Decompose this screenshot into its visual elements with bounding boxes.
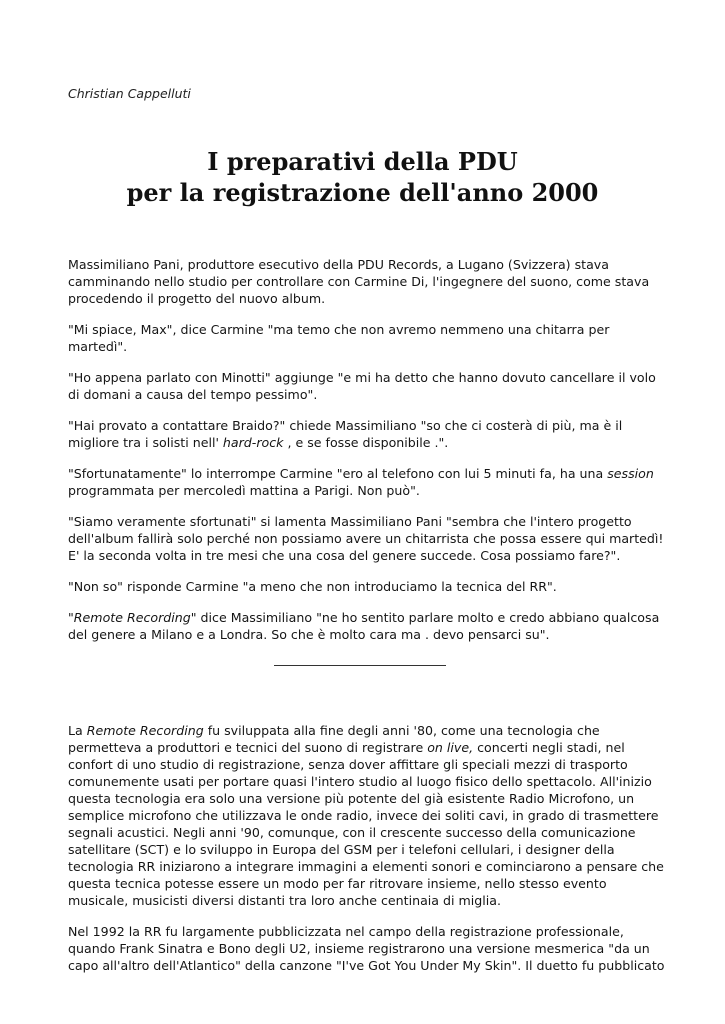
- text-run: dice Massimiliano "ne ho sentito parlare molto e credo abbiano qualcosa del genere a Milano e a Londra. So che è molto cara ma . devo pensarci su".: [68, 610, 660, 642]
- paragraph: Massimiliano Pani, produttore esecutivo della PDU Records, a Lugano (Svizzera) stava camminando nello studio per controllare con Carmine Di, l'ingegnere del suono, come stava procedendo il progetto del nuovo album.: [68, 257, 650, 306]
- paragraph: "Non so" risponde Carmine "a meno che non introduciamo la tecnica del RR".: [68, 579, 557, 594]
- italic-term: hard-rock: [222, 435, 284, 450]
- text-run: La: [68, 723, 87, 738]
- paragraph: "Ho appena parlato con Minotti" aggiunge "e mi ha detto che hanno dovuto cancellare il volo di domani a causa del tempo pessimo".: [68, 370, 656, 402]
- italic-term: Remote Recording: [86, 723, 204, 738]
- italic-term: on live,: [427, 740, 474, 755]
- text-run: concerti negli stadi, nel confort di uno studio di registrazione, senza dover affittare gli speciali mezzi di trasporto comunemente usati per portare quasi l'intero studio al luogo fisico dello spettacolo. All'inizio questa tecnologia era solo una versione più potente del già esistente Radio Microfono, un semplice microfono che utilizzava le onde radio, invece dei soliti cavi, in grado di trasmettere segnali acustici. Negli anni '90, comunque, con il crescente successo della comunicazione satellitare (SCT) e lo sviluppo in Europa del GSM per i telefoni cellulari, i designer della tecnologia RR iniziarono a integrare immagini a elementi sonori e cominciarono a pensare che questa tecnica potesse essere un modo per far ritrovare insieme, nello stesso evento musicale, musicisti diversi distanti tra loro anche centinaia di miglia.: [68, 740, 664, 908]
- text-run: "Hai provato a contattare Braido?" chiede Massimiliano "so che ci costerà di più, ma è il migliore tra i solisti nell': [68, 418, 623, 450]
- text-run: "Sfortunatamente" lo interrompe Carmine "ero al telefono con lui 5 minuti fa, ha una: [68, 466, 608, 481]
- paragraph: [68, 417, 668, 451]
- paragraph: "Mi spiace, Max", dice Carmine "ma temo che non avremo nemmeno una chitarra per martedì".: [68, 322, 610, 354]
- document-title: [0, 146, 725, 208]
- paragraph: Nel 1992 la RR fu largamente pubblicizzata nel campo della registrazione professionale, quando Frank Sinatra e Bono degli U2, insieme registrarono una versione mesmerica "da un capo all'altro dell'Atlantico" della canzone "I've Got You Under My Skin". Il duetto fu pubblicato: [68, 924, 665, 973]
- paragraph: "Siamo veramente sfortunati" si lamenta Massimiliano Pani "sembra che l'intero progetto dell'album fallirà solo perché non possiamo avere un chitarrista che possa essere qui martedì! E' la seconda volta in tre mesi che una cosa del genere succede. Cosa possiamo fare?".: [68, 514, 664, 563]
- italic-term: session: [607, 466, 654, 481]
- spacer: [68, 666, 668, 722]
- author-name: Christian Cappelluti: [68, 86, 191, 101]
- title-line-1: I preparativi della PDU: [207, 147, 518, 176]
- title-line-2: per la registrazione dell'anno 2000: [126, 178, 599, 207]
- text-run: ": [68, 610, 74, 625]
- paragraph: [68, 722, 668, 909]
- text-run: programmata per mercoledì mattina a Parigi. Non può".: [68, 483, 420, 498]
- paragraph: [68, 465, 668, 499]
- text-run: fu sviluppata alla fine degli anni '80, come una tecnologia che permetteva a produttori e tecnici del suono di registrare: [68, 723, 600, 755]
- italic-term: Remote Recording": [73, 610, 197, 625]
- text-run: , e se fosse disponibile .".: [283, 435, 449, 450]
- paragraph: [68, 609, 668, 643]
- document-body: [68, 256, 668, 988]
